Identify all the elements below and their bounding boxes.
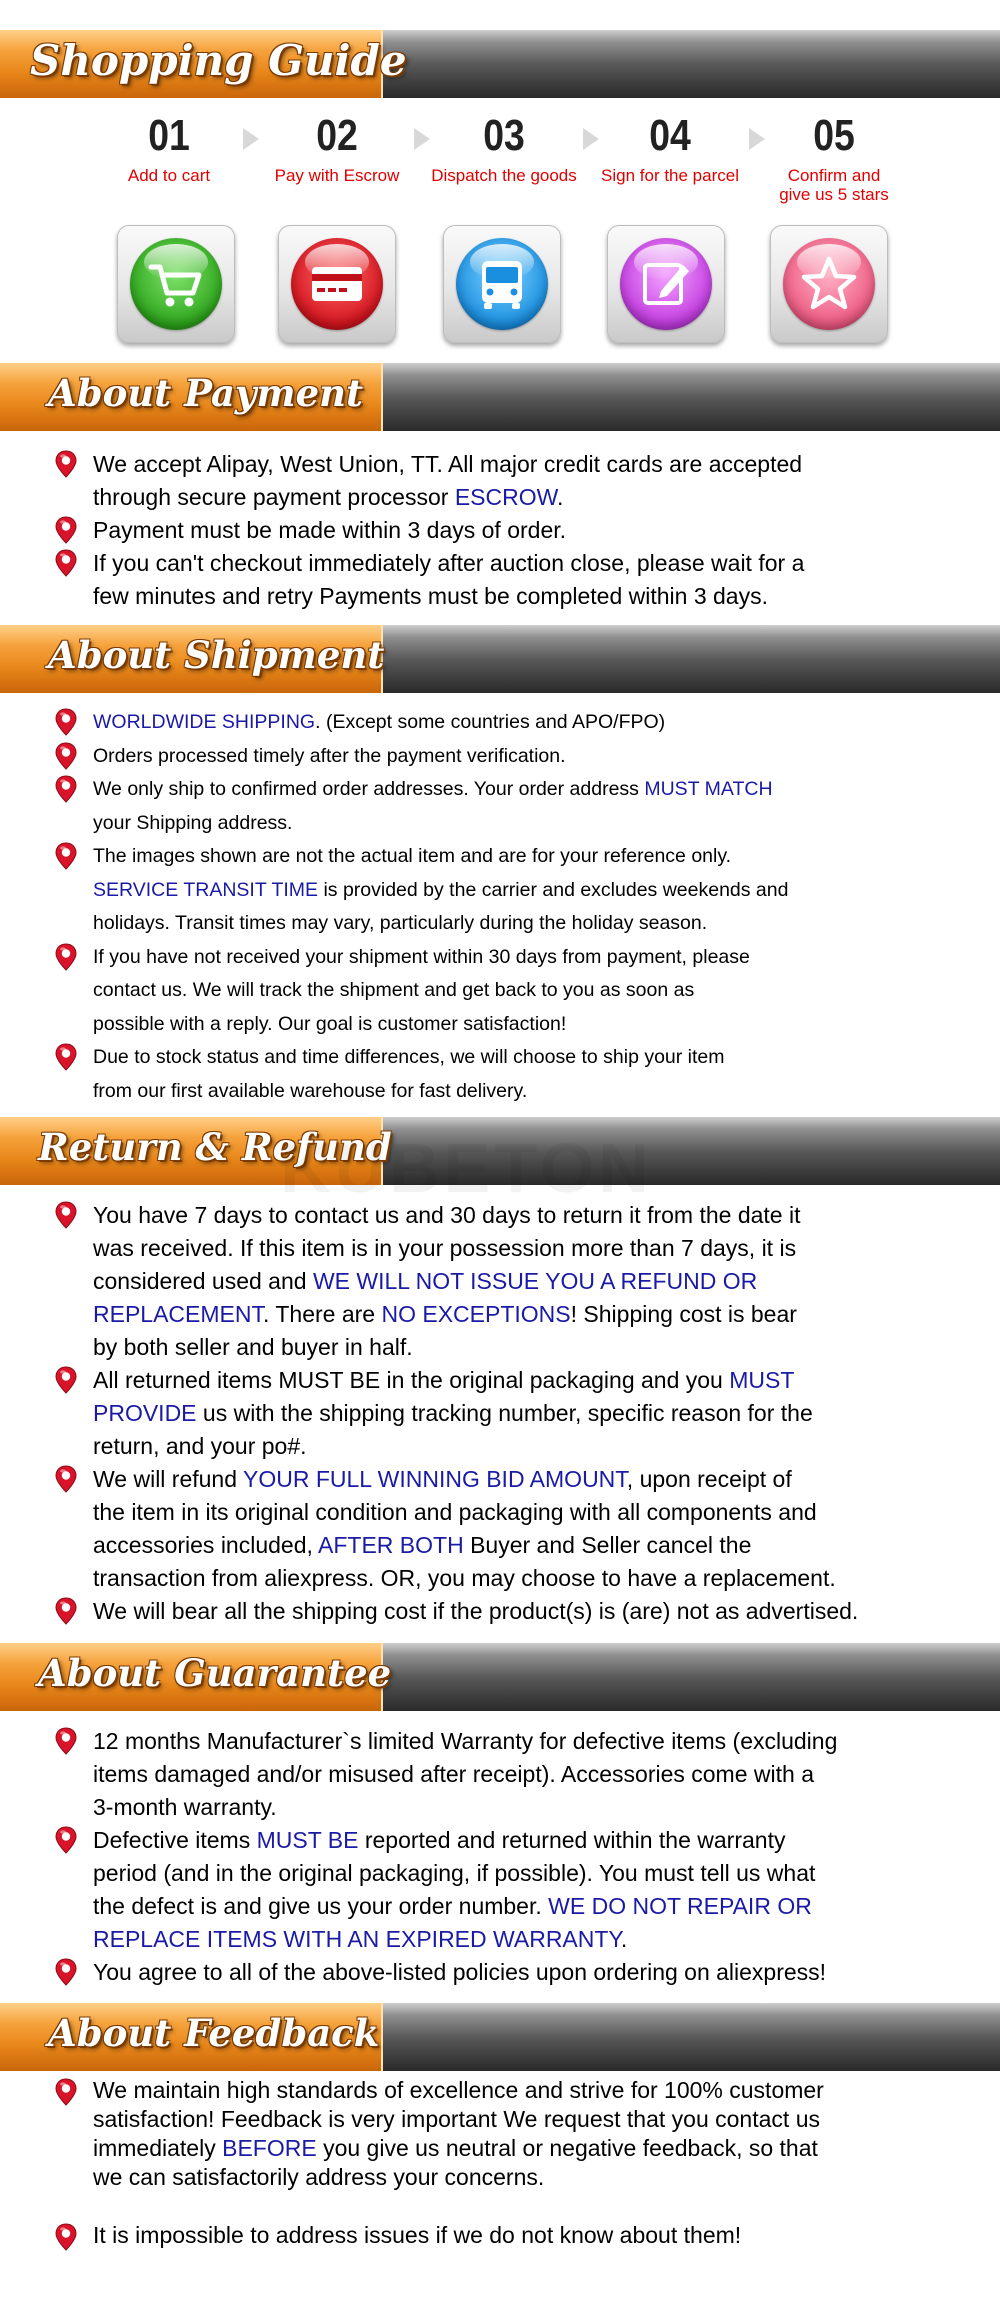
step-label: Dispatch the goods bbox=[431, 166, 577, 185]
about-guarantee-banner bbox=[0, 1643, 1000, 1711]
step-number: 05 bbox=[813, 111, 855, 160]
pin-icon bbox=[55, 1043, 77, 1071]
step-number: 03 bbox=[483, 111, 525, 160]
step-label-line: Confirm and bbox=[787, 166, 881, 185]
step-number: 04 bbox=[649, 111, 691, 160]
watermark: KUBETON bbox=[280, 1129, 653, 1207]
step-2 bbox=[252, 111, 422, 185]
step-tile-cart bbox=[117, 225, 235, 343]
about-shipment-banner bbox=[0, 625, 1000, 693]
list-item: We will bear all the shipping cost if the product(s) is (are) not as advertised. bbox=[0, 1595, 1000, 1628]
payment-list bbox=[0, 448, 1000, 613]
refund-list bbox=[0, 1199, 1000, 1628]
about-feedback-banner bbox=[0, 2003, 1000, 2071]
about-payment-banner bbox=[0, 363, 1000, 431]
shopping-guide-banner bbox=[0, 30, 1000, 98]
pin-icon bbox=[55, 1597, 77, 1625]
list-item: If you can't checkout immediately after auction close, please wait for a few minutes and retry Payments must be completed within 3 days. bbox=[0, 547, 1000, 613]
pin-icon bbox=[55, 1201, 77, 1229]
list-item: You agree to all of the above-listed policies upon ordering on aliexpress! bbox=[0, 1956, 1000, 1989]
pin-icon bbox=[55, 1465, 77, 1493]
list-item: We will refund YOUR FULL WINNING BID AMOUNT, upon receipt of the item in its original condition and packaging with all components and accessories included, AFTER BOTH Buyer and Seller cancel the transaction from aliexpress. OR, you may choose to have a replacement. bbox=[0, 1463, 1000, 1595]
pin-icon bbox=[55, 1826, 77, 1854]
feedback-list bbox=[0, 2076, 1000, 2250]
step-label-line: give us 5 stars bbox=[779, 185, 889, 204]
pin-icon bbox=[55, 742, 77, 770]
pin-icon bbox=[55, 1366, 77, 1394]
section-title: About Guarantee bbox=[38, 1651, 392, 1695]
pin-icon bbox=[55, 450, 77, 478]
list-item: If you have not received your shipment within 30 days from payment, please contact us. We will track the shipment and get back to you as soon as possible with a reply. Our goal is customer satisfaction! bbox=[0, 941, 1000, 1042]
banner-tab bbox=[0, 30, 407, 98]
list-item: Payment must be made within 3 days of order. bbox=[0, 514, 1000, 547]
list-item: We accept Alipay, West Union, TT. All major credit cards are accepted through secure payment processor ESCROW. bbox=[0, 448, 1000, 514]
step-number: 01 bbox=[148, 111, 190, 160]
list-item: Defective items MUST BE reported and returned within the warranty period (and in the original packaging, if possible). You must tell us what the defect is and give us your order number. WE DO NOT REPAIR OR REPLACE ITEMS WITH AN EXPIRED WARRANTY. bbox=[0, 1824, 1000, 1956]
credit-card-icon bbox=[304, 251, 370, 317]
list-item: All returned items MUST BE in the original packaging and you MUST PROVIDE us with the shipping tracking number, specific reason for the return, and your po#. bbox=[0, 1364, 1000, 1463]
pin-icon bbox=[55, 2078, 77, 2106]
section-title: Return & Refund bbox=[38, 1125, 392, 1169]
section-title: About Shipment bbox=[48, 633, 385, 677]
step-tile-star bbox=[770, 225, 888, 343]
list-item: 12 months Manufacturer`s limited Warranty for defective items (excluding items damaged and/or misused after receipt). Accessories come with a 3-month warranty. bbox=[0, 1725, 1000, 1824]
list-item: Due to stock status and time differences, we will choose to ship your item from our first available warehouse for fast delivery. bbox=[0, 1041, 1000, 1108]
step-tile-card bbox=[278, 225, 396, 343]
pin-icon bbox=[55, 549, 77, 577]
pin-icon bbox=[55, 775, 77, 803]
step-label: Sign for the parcel bbox=[601, 166, 739, 185]
bus-icon bbox=[469, 251, 535, 317]
pencil-sign-icon bbox=[633, 251, 699, 317]
section-title: About Feedback bbox=[48, 2011, 380, 2055]
star-icon bbox=[796, 251, 862, 317]
list-item: WORLDWIDE SHIPPING. (Except some countries and APO/FPO) bbox=[0, 706, 1000, 740]
cart-icon bbox=[143, 251, 209, 317]
list-item: We only ship to confirmed order addresses. Your order address MUST MATCH your Shipping address. bbox=[0, 773, 1000, 840]
pin-icon bbox=[55, 2223, 77, 2251]
section-title: Shopping Guide bbox=[30, 36, 407, 85]
step-tile-sign bbox=[607, 225, 725, 343]
shipment-list bbox=[0, 706, 1000, 1108]
step-number: 02 bbox=[316, 111, 358, 160]
step-4 bbox=[585, 111, 755, 185]
list-item: It is impossible to address issues if we do not know about them! bbox=[0, 2221, 1000, 2250]
guarantee-list bbox=[0, 1725, 1000, 1989]
list-item: The images shown are not the actual item and are for your reference only. SERVICE TRANSIT TIME is provided by the carrier and excludes weekends and holidays. Transit times may vary, particularly during the holiday season. bbox=[0, 840, 1000, 941]
pin-icon bbox=[55, 1727, 77, 1755]
step-3 bbox=[419, 111, 589, 185]
step-label: Pay with Escrow bbox=[274, 166, 400, 185]
pin-icon bbox=[55, 516, 77, 544]
step-label bbox=[749, 166, 919, 204]
list-item: You have 7 days to contact us and 30 days to return it from the date it was received. If this item is in your possession more than 7 days, it is considered used and WE WILL NOT ISSUE YOU A REFUND OR REPLACEMENT. There are NO EXCEPTIONS! Shipping cost is bear by both seller and buyer in half. bbox=[0, 1199, 1000, 1364]
step-tile-bus bbox=[443, 225, 561, 343]
pin-icon bbox=[55, 708, 77, 736]
pin-icon bbox=[55, 842, 77, 870]
step-label: Add to cart bbox=[127, 166, 211, 185]
step-5 bbox=[749, 111, 919, 204]
section-title: About Payment bbox=[48, 371, 364, 415]
list-item: We maintain high standards of excellence and strive for 100% customer satisfaction! Feedback is very important We request that you contact us immediately BEFORE you give us neutral or negative feedback, so that we can satisfactorily address your concerns. bbox=[0, 2076, 1000, 2192]
list-item: Orders processed timely after the payment verification. bbox=[0, 740, 1000, 774]
pin-icon bbox=[55, 943, 77, 971]
pin-icon bbox=[55, 1958, 77, 1986]
step-1 bbox=[84, 111, 254, 185]
